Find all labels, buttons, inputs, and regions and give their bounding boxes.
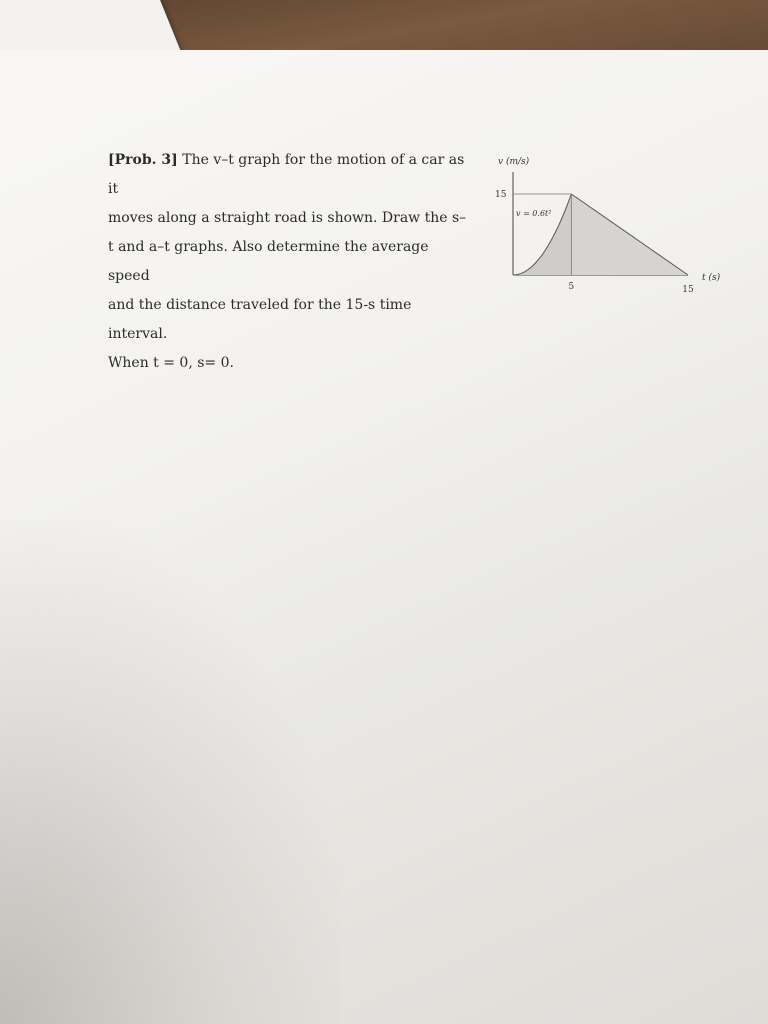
x-axis-label: t (s) xyxy=(702,273,721,283)
y-axis-label: v (m/s) xyxy=(498,157,530,167)
vt-graph xyxy=(480,150,750,300)
problem-number: [Prob. 3] xyxy=(108,152,178,168)
curve-area xyxy=(513,194,571,275)
problem-line-5: When t = 0, s= 0. xyxy=(108,355,234,371)
y-tick-15: 15 xyxy=(495,190,507,200)
x-tick-15: 15 xyxy=(682,285,694,295)
problem-line-3: t and a–t graphs. Also determine the average speed xyxy=(108,239,429,284)
problem-line-4: and the distance traveled for the 15-s time interval. xyxy=(108,297,412,342)
problem-line-2: moves along a straight road is shown. Draw the s– xyxy=(108,210,467,226)
x-tick-5: 5 xyxy=(568,282,575,292)
problem-text xyxy=(108,146,468,378)
problem-line-1-text: The v–t graph for the motion of a car as it xyxy=(108,152,465,197)
problem-line-1 xyxy=(108,146,468,204)
shadow-overlay xyxy=(0,520,340,1024)
equation-label: v = 0.6t² xyxy=(516,209,552,218)
